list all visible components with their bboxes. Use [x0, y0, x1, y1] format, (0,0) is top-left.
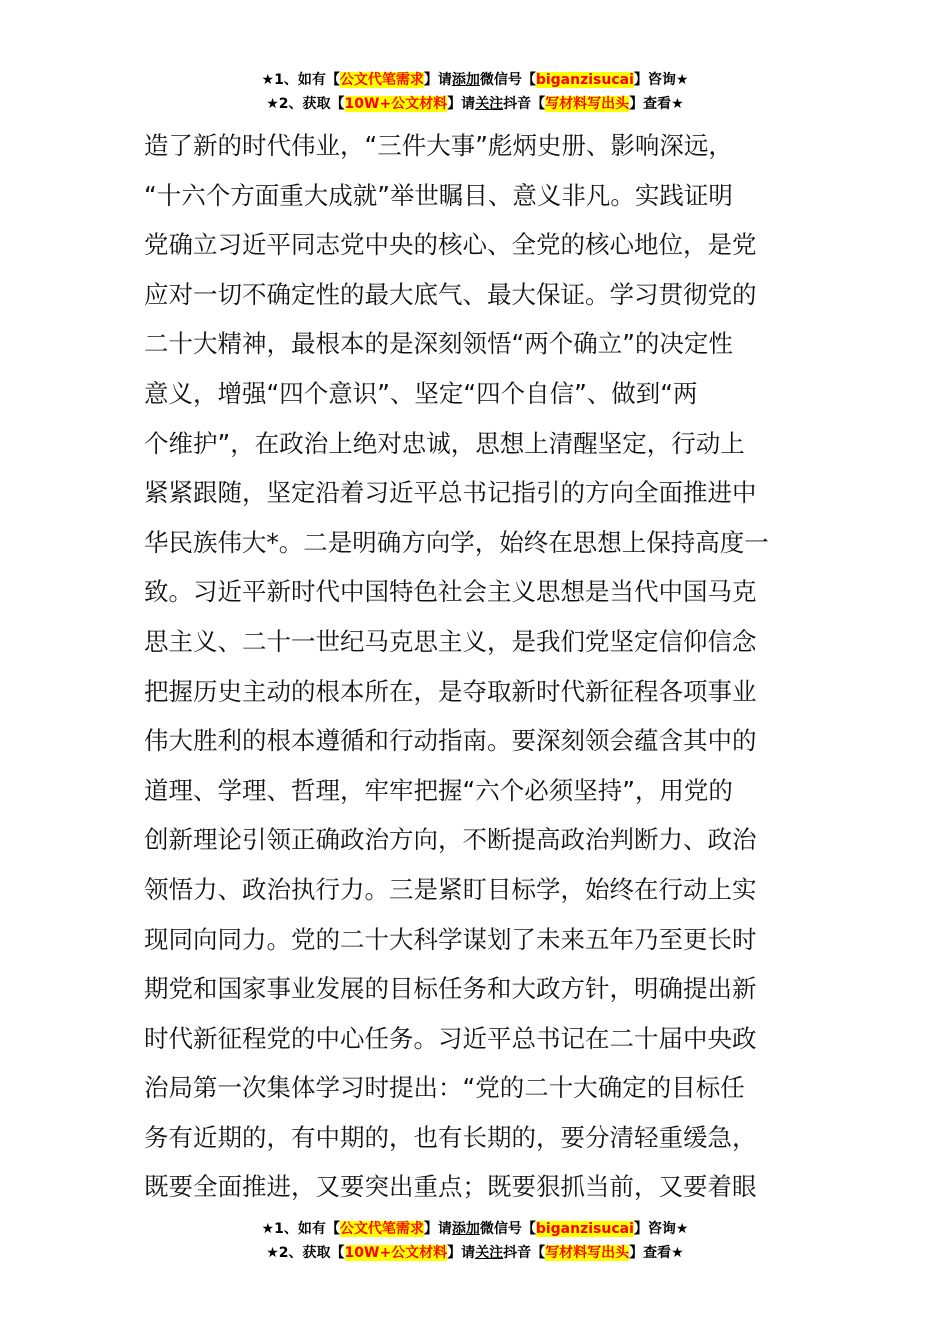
notice-text: ★1、如有【 [261, 1221, 340, 1237]
text-line: “十六个方面重大成就”举世瞩目、意义非凡。实践证明 [144, 180, 733, 210]
text-line: 造了新的时代伟业，“三件大事”彪炳史册、影响深远， [144, 131, 733, 160]
underlined-add: 添加 [451, 1221, 480, 1237]
underlined-add: 添加 [451, 72, 480, 88]
text-line: 创新理论引领正确政治方向，不断提高政治判断力、政治 [144, 825, 757, 855]
notice-text: 】咨询★ [633, 1221, 689, 1237]
notice-text: 】查看★ [629, 1245, 684, 1261]
header-notice [0, 68, 950, 116]
text-line: 党确立习近平同志党中央的核心、全党的核心地位，是党 [144, 230, 757, 260]
text-line: 思主义、二十一世纪马克思主义，是我们党坚定信仰信念 [144, 626, 757, 656]
text-line: 务有近期的，有中期的，也有长期的，要分清轻重缓急， [144, 1122, 757, 1152]
text-line: 时代新征程党的中心任务。习近平总书记在二十届中央政 [144, 1023, 757, 1053]
notice-line-2 [0, 1241, 950, 1265]
notice-text: 】查看★ [629, 96, 684, 112]
text-line: 道理、学理、哲理，牢牢把握“六个必须坚持”，用党的 [144, 775, 733, 805]
notice-line-1 [0, 1217, 950, 1241]
notice-line-1 [0, 68, 950, 92]
text-line: 紧紧跟随，坚定沿着习近平总书记指引的方向全面推进中 [144, 478, 757, 508]
notice-line-2 [0, 92, 950, 116]
notice-text: 微信号【 [479, 1221, 536, 1237]
notice-text: ★2、获取【 [266, 1245, 345, 1261]
text-line: 既要全面推进，又要突出重点；既要狠抓当前，又要着眼 [144, 1172, 757, 1202]
notice-text: 微信号【 [479, 72, 536, 88]
document-body [144, 121, 814, 1212]
highlight-materials: 10W+公文材料 [344, 1245, 448, 1261]
notice-text: ★1、如有【 [261, 72, 340, 88]
highlight-douyin-account: 写材料写出头 [545, 96, 630, 112]
underlined-follow: 关注 [475, 1245, 504, 1261]
underlined-follow: 关注 [475, 96, 504, 112]
text-line: 把握历史主动的根本所在，是夺取新时代新征程各项事业 [144, 676, 757, 706]
text-line: 期党和国家事业发展的目标任务和大政方针，明确提出新 [144, 974, 757, 1004]
text-line: 伟大胜利的根本遵循和行动指南。要深刻领会蕴含其中的 [144, 726, 757, 756]
notice-text: 】请 [423, 72, 452, 88]
text-line: 华民族伟大*。二是明确方向学，始终在思想上保持高度一 [144, 527, 769, 557]
notice-text: ★2、获取【 [266, 96, 345, 112]
text-line: 应对一切不确定性的最大底气、最大保证。学习贯彻党的 [144, 279, 757, 309]
text-line: 治局第一次集体学习时提出：“党的二十大确定的目标任 [144, 1073, 745, 1103]
notice-text: 】请 [447, 1245, 476, 1261]
text-line: 致。习近平新时代中国特色社会主义思想是当代中国马克 [144, 577, 757, 607]
highlight-ghostwriting: 公文代笔需求 [339, 72, 424, 88]
footer-notice [0, 1217, 950, 1265]
highlight-wechat-id: biganzisucai [535, 1221, 634, 1237]
text-line: 意义，增强“四个意识”、坚定“四个自信”、做到“两 [144, 378, 698, 408]
notice-text: 】请 [447, 96, 476, 112]
text-line: 领悟力、政治执行力。三是紧盯目标学，始终在行动上实 [144, 874, 757, 904]
notice-text: 】请 [423, 1221, 452, 1237]
text-line: 个维护”，在政治上绝对忠诚，思想上清醒坚定，行动上 [144, 428, 745, 458]
highlight-douyin-account: 写材料写出头 [545, 1245, 630, 1261]
notice-text: 抖音【 [503, 1245, 546, 1261]
highlight-ghostwriting: 公文代笔需求 [339, 1221, 424, 1237]
highlight-materials: 10W+公文材料 [344, 96, 448, 112]
notice-text: 】咨询★ [633, 72, 689, 88]
notice-text: 抖音【 [503, 96, 546, 112]
text-line: 现同向同力。党的二十大科学谋划了未来五年乃至更长时 [144, 924, 757, 954]
highlight-wechat-id: biganzisucai [535, 72, 634, 88]
text-line: 二十大精神，最根本的是深刻领悟“两个确立”的决定性 [144, 329, 733, 359]
